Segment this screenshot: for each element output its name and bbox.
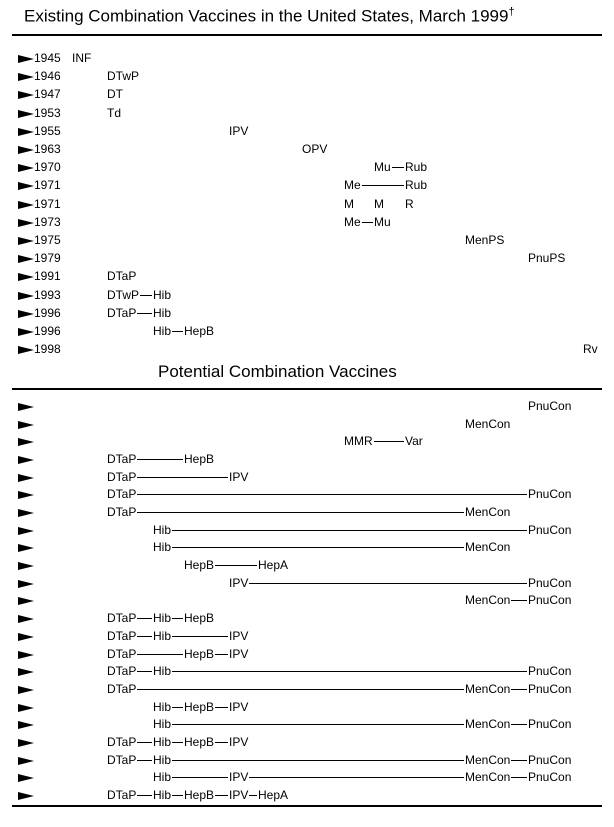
vaccine-label: DTwP	[107, 287, 140, 302]
vaccine-label: Rub	[405, 160, 428, 175]
vaccine-label: Hib	[153, 717, 172, 732]
vaccine-label: Mu	[374, 214, 391, 229]
row-arrow	[18, 237, 34, 245]
row-arrow	[18, 201, 34, 209]
vaccine-label: R	[405, 196, 414, 211]
vaccine-label: OPV	[302, 142, 328, 156]
vaccine-label: Hib	[153, 305, 172, 320]
year-label: 1945	[34, 51, 61, 65]
vaccine-label: DTaP	[107, 628, 137, 643]
row-arrow	[18, 686, 34, 694]
connector-line	[511, 689, 527, 690]
vaccine-label: MenCon	[465, 752, 511, 767]
row-arrow	[18, 721, 34, 729]
connector-line	[362, 185, 404, 186]
connector-line	[511, 777, 527, 778]
vaccine-label: DTaP	[107, 611, 137, 626]
vaccine-label: DTaP	[107, 505, 137, 520]
row-arrow	[18, 562, 34, 570]
year-label: 1946	[34, 69, 61, 84]
row-arrow	[18, 164, 34, 172]
vaccine-label: Rub	[405, 178, 428, 193]
vaccine-label: Hib	[153, 752, 172, 767]
connector-line	[137, 494, 527, 495]
vaccine-label: Mu	[374, 160, 391, 175]
vaccine-label: DTaP	[107, 469, 137, 484]
vaccine-label: PnuCon	[528, 522, 572, 537]
row-arrow	[18, 491, 34, 499]
vaccine-label: Hib	[153, 699, 172, 714]
vaccine-label: MenCon	[465, 681, 511, 696]
connector-line	[137, 654, 183, 655]
vaccine-label: PnuCon	[528, 681, 572, 696]
connector-line	[215, 654, 228, 655]
row-arrow	[18, 91, 34, 99]
row-arrow	[18, 310, 34, 318]
row-arrow	[18, 55, 34, 63]
row-arrow	[18, 219, 34, 227]
vaccine-label: DTaP	[107, 787, 137, 802]
existing-title-text: Existing Combination Vaccines in the United States, March 1999	[24, 6, 509, 26]
row-arrow	[18, 544, 34, 552]
connector-line	[137, 795, 152, 796]
year-label: 1970	[34, 160, 61, 175]
vaccine-label: DTaP	[107, 305, 137, 320]
row-arrow	[18, 774, 34, 782]
vaccine-label: Me	[344, 214, 361, 229]
connector-line	[140, 295, 152, 296]
vaccine-label: Hib	[153, 287, 172, 302]
connector-line	[249, 777, 464, 778]
vaccine-label: Hib	[153, 324, 172, 338]
year-label: 1991	[34, 269, 61, 284]
vaccine-label: M	[374, 196, 384, 211]
title-dagger: †	[508, 6, 515, 18]
connector-line	[137, 760, 152, 761]
vaccine-label: MenCon	[465, 717, 511, 732]
vaccine-label: PnuCon	[528, 399, 572, 413]
vaccine-label: Me	[344, 178, 361, 193]
row-arrow	[18, 403, 34, 411]
vaccine-label: PnuCon	[528, 770, 572, 785]
top-rule	[12, 34, 602, 36]
vaccine-label: HepB	[184, 787, 215, 802]
vaccine-label: DTaP	[107, 269, 137, 284]
vaccine-label: Hib	[153, 628, 172, 643]
vaccine-label: PnuCon	[528, 664, 572, 679]
connector-line	[137, 313, 152, 314]
row-arrow	[18, 255, 34, 263]
vaccine-label: IPV	[229, 123, 249, 138]
connector-line	[172, 331, 183, 332]
row-arrow	[18, 110, 34, 118]
connector-line	[215, 795, 228, 796]
connector-line	[172, 795, 183, 796]
row-arrow	[18, 651, 34, 659]
vaccine-label: PnuCon	[528, 717, 572, 732]
vaccine-label: IPV	[229, 770, 249, 785]
vaccine-label: PnuCon	[528, 752, 572, 767]
row-arrow	[18, 273, 34, 281]
vaccine-label: PnuCon	[528, 487, 572, 502]
vaccine-label: Hib	[153, 734, 172, 749]
vaccine-label: INF	[72, 51, 92, 65]
vaccine-label: HepB	[184, 734, 215, 749]
row-arrow	[18, 580, 34, 588]
connector-line	[172, 636, 228, 637]
connector-line	[137, 477, 228, 478]
vaccine-label: IPV	[229, 646, 249, 661]
year-label: 1947	[34, 87, 61, 102]
vaccine-label: MenPS	[465, 233, 505, 247]
vaccine-label: DTaP	[107, 487, 137, 502]
row-arrow	[18, 527, 34, 535]
row-arrow	[18, 509, 34, 517]
connector-line	[172, 671, 527, 672]
vaccine-label: HepA	[258, 558, 289, 573]
connector-line	[172, 742, 183, 743]
existing-title	[24, 6, 515, 27]
year-label: 1996	[34, 305, 61, 320]
connector-line	[137, 512, 464, 513]
connector-line	[511, 760, 527, 761]
connector-line	[249, 583, 527, 584]
middle-rule	[12, 388, 602, 390]
connector-line	[172, 777, 228, 778]
row-arrow	[18, 615, 34, 623]
connector-line	[137, 618, 152, 619]
vaccine-label: PnuCon	[528, 593, 572, 608]
bottom-rule	[12, 805, 602, 807]
connector-line	[215, 707, 228, 708]
vaccine-label: IPV	[229, 628, 249, 643]
row-arrow	[18, 421, 34, 429]
year-label: 1955	[34, 123, 61, 138]
row-arrow	[18, 328, 34, 336]
connector-line	[392, 167, 404, 168]
vaccine-label: HepB	[184, 452, 215, 467]
vaccine-label: M	[344, 196, 354, 211]
year-label: 1963	[34, 142, 61, 156]
year-label: 1953	[34, 105, 61, 120]
row-arrow	[18, 792, 34, 800]
year-label: 1973	[34, 214, 61, 229]
vaccine-label: PnuPS	[528, 251, 566, 266]
vaccine-label: Hib	[153, 664, 172, 679]
connector-line	[215, 565, 257, 566]
vaccine-label: MMR	[344, 434, 373, 449]
vaccine-label: HepA	[258, 787, 289, 802]
row-arrow	[18, 73, 34, 81]
row-arrow	[18, 739, 34, 747]
vaccine-label: HepB	[184, 324, 215, 338]
vaccine-label: MenCon	[465, 593, 511, 608]
row-arrow	[18, 128, 34, 136]
connector-line	[172, 547, 464, 548]
vaccine-label: Var	[405, 434, 423, 449]
row-arrow	[18, 633, 34, 641]
year-label: 1975	[34, 233, 61, 247]
connector-line	[172, 724, 464, 725]
connector-line	[215, 742, 228, 743]
vaccine-label: IPV	[229, 734, 249, 749]
connector-line	[511, 600, 527, 601]
vaccine-label: DTaP	[107, 681, 137, 696]
connector-line	[511, 724, 527, 725]
vaccine-label: Hib	[153, 787, 172, 802]
potential-title: Potential Combination Vaccines	[158, 362, 397, 381]
year-label: 1971	[34, 178, 61, 193]
connector-line	[137, 742, 152, 743]
row-arrow	[18, 182, 34, 190]
vaccine-label: Hib	[153, 522, 172, 537]
vaccine-label: MenCon	[465, 770, 511, 785]
row-arrow	[18, 704, 34, 712]
connector-line	[137, 689, 464, 690]
connector-line	[172, 530, 527, 531]
vaccine-label: HepB	[184, 558, 215, 573]
vaccine-label: Hib	[153, 770, 172, 785]
vaccine-label: DTaP	[107, 664, 137, 679]
vaccine-label: Hib	[153, 540, 172, 555]
row-arrow	[18, 456, 34, 464]
connector-line	[362, 222, 373, 223]
connector-line	[172, 618, 183, 619]
vaccine-label: IPV	[229, 787, 249, 802]
vaccine-label: DTaP	[107, 734, 137, 749]
vaccine-label: DT	[107, 87, 123, 102]
vaccine-label: Td	[107, 105, 122, 120]
vaccine-label: DTaP	[107, 646, 137, 661]
vaccine-label: DTaP	[107, 752, 137, 767]
vaccine-label: MenCon	[465, 540, 511, 555]
row-arrow	[18, 757, 34, 765]
vaccine-label: Rv	[583, 342, 598, 357]
row-arrow	[18, 346, 34, 354]
row-arrow	[18, 668, 34, 676]
row-arrow	[18, 474, 34, 482]
vaccine-label: IPV	[229, 469, 249, 484]
connector-line	[172, 707, 183, 708]
vaccine-label: HepB	[184, 611, 215, 626]
vaccine-label: IPV	[229, 575, 249, 590]
vaccine-label: PnuCon	[528, 575, 572, 590]
vaccine-label: IPV	[229, 699, 249, 714]
year-label: 1979	[34, 251, 61, 266]
year-label: 1996	[34, 324, 61, 338]
year-label: 1993	[34, 287, 61, 302]
connector-line	[137, 636, 152, 637]
connector-line	[137, 671, 152, 672]
vaccine-label: Hib	[153, 611, 172, 626]
vaccine-label: DTwP	[107, 69, 140, 84]
vaccine-label: HepB	[184, 646, 215, 661]
connector-line	[172, 760, 464, 761]
vaccine-label: MenCon	[465, 416, 511, 431]
year-label: 1971	[34, 196, 61, 211]
row-arrow	[18, 146, 34, 154]
connector-line	[137, 459, 183, 460]
connector-line	[374, 441, 404, 442]
vaccine-label: HepB	[184, 699, 215, 714]
row-arrow	[18, 292, 34, 300]
vaccine-label: MenCon	[465, 505, 511, 520]
row-arrow	[18, 597, 34, 605]
vaccine-label: DTaP	[107, 452, 137, 467]
connector-line	[249, 795, 257, 796]
row-arrow	[18, 438, 34, 446]
year-label: 1998	[34, 342, 61, 357]
